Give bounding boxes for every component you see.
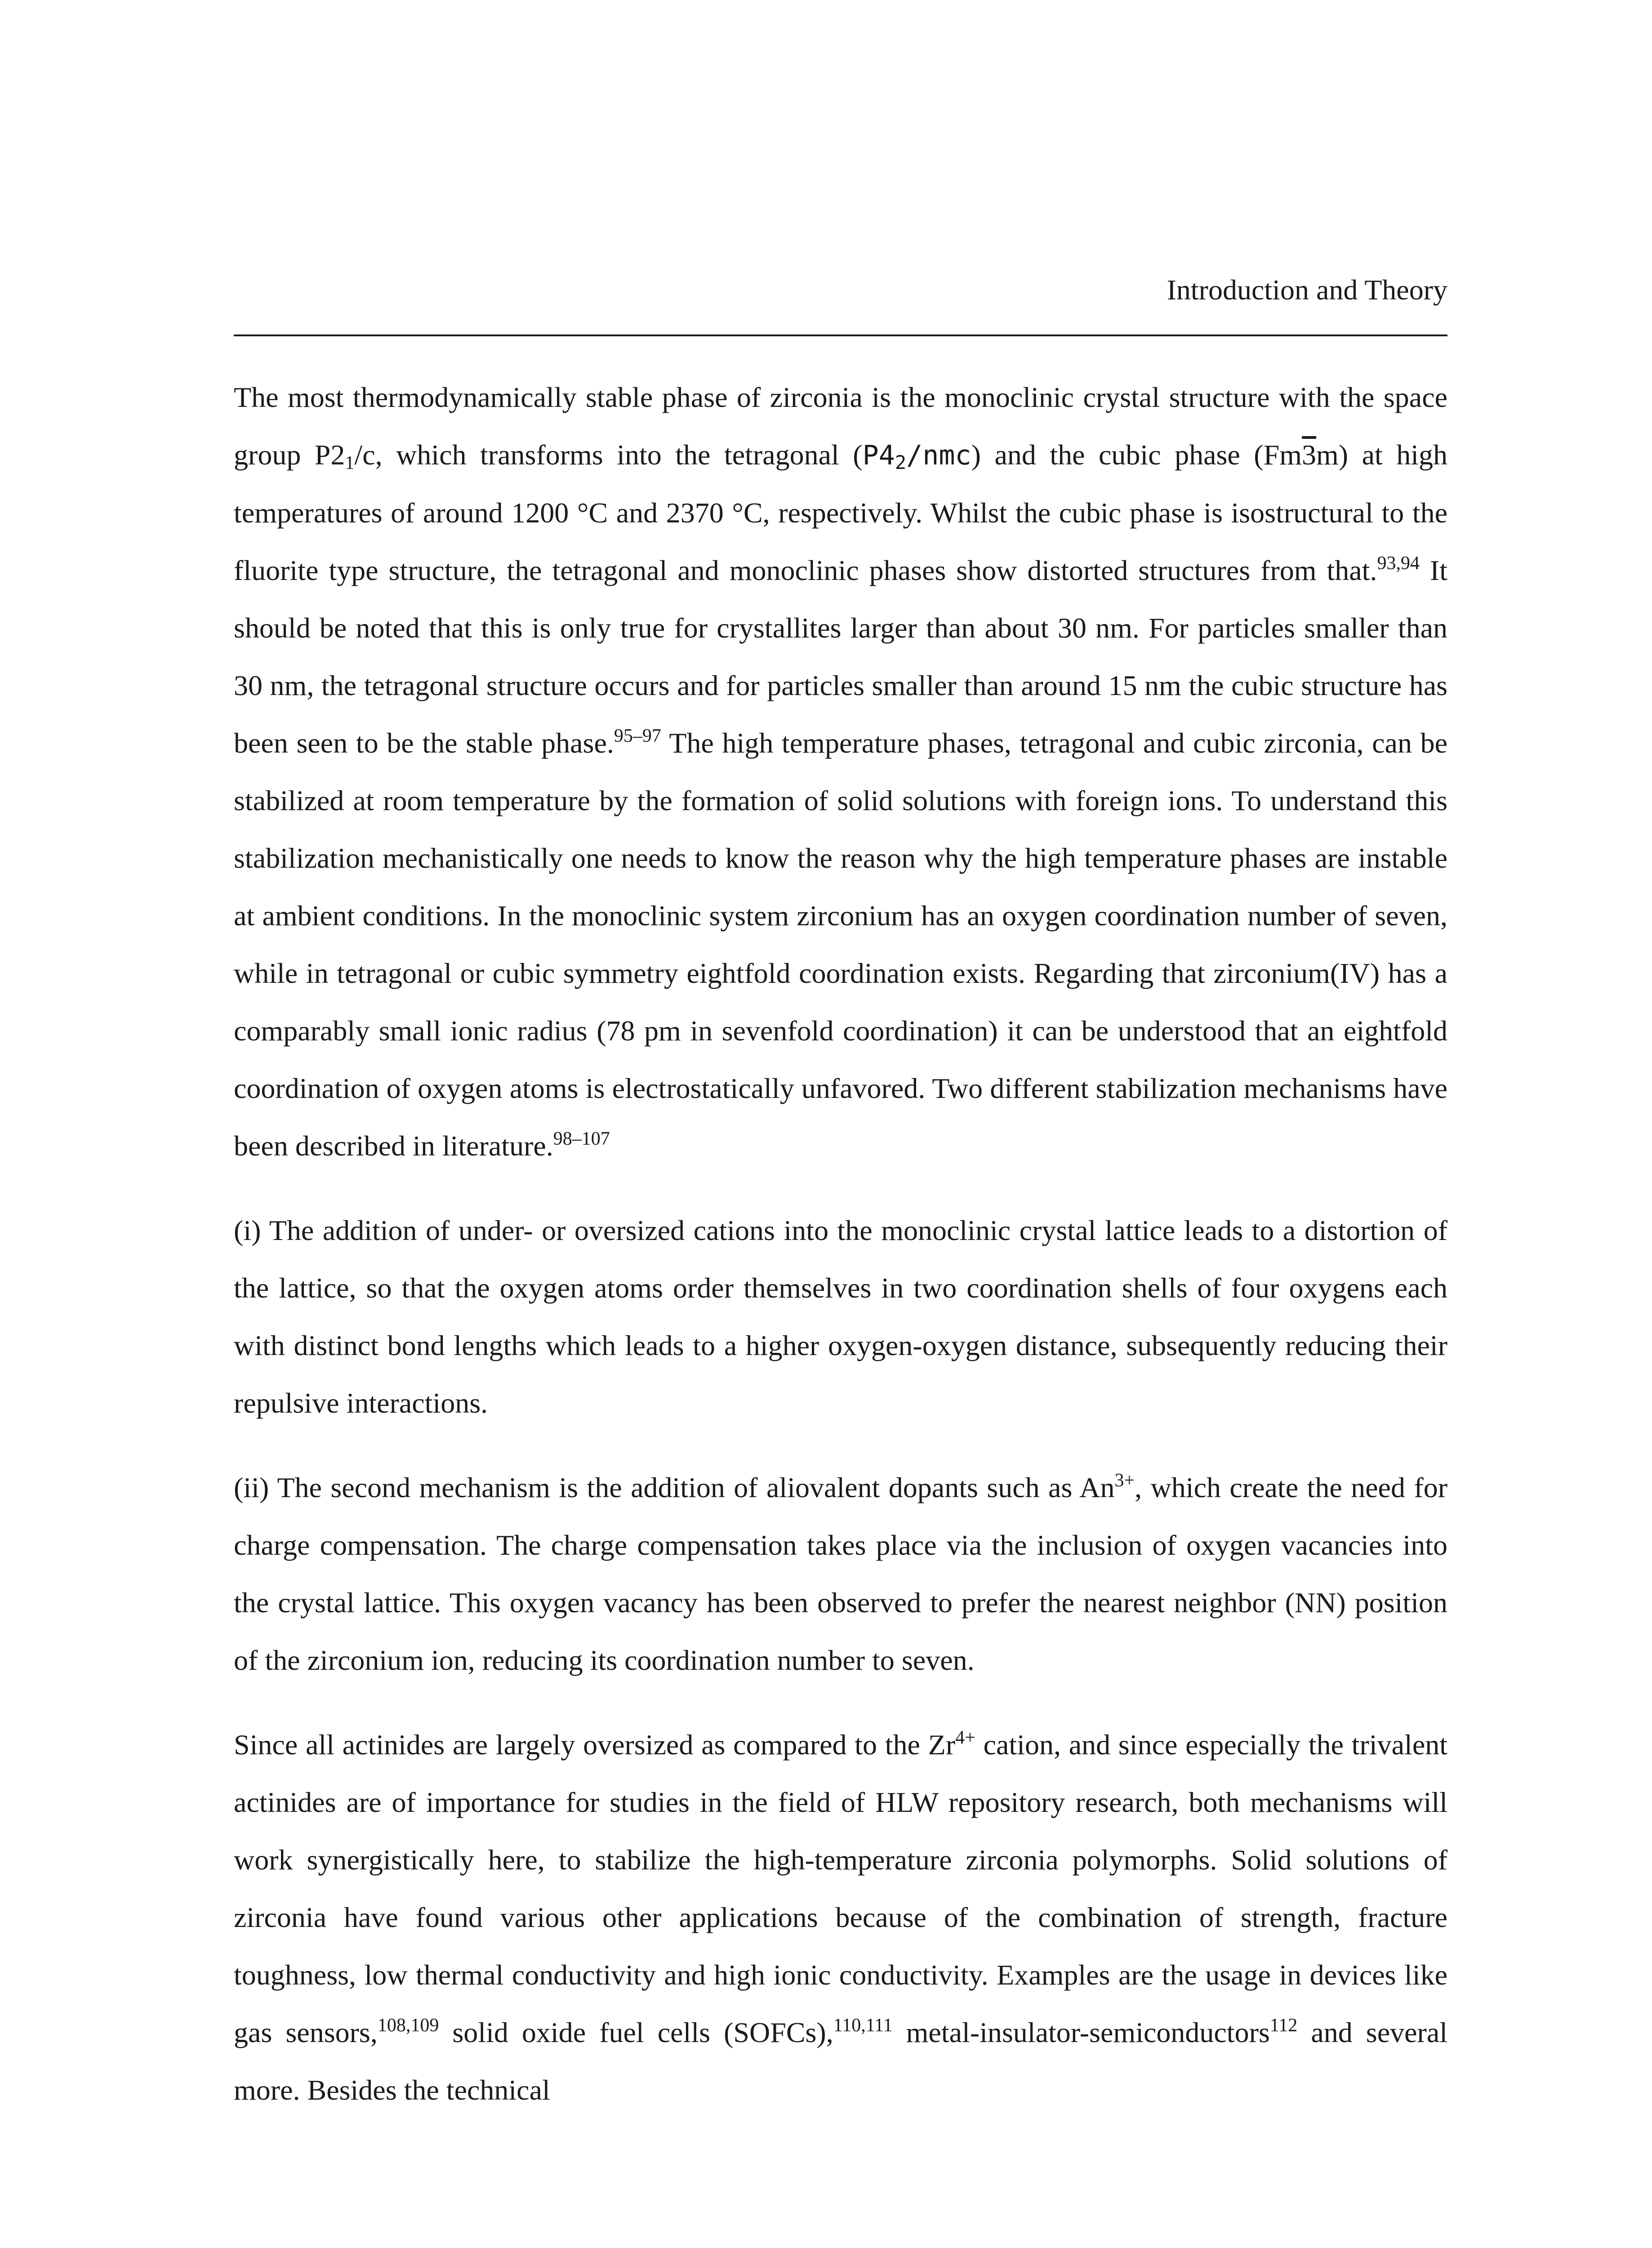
text-run: (ii) The second mechanism is the addition of aliovalent dopants such as An: [234, 1472, 1115, 1503]
text-run: cation, and since especially the trivalent actinides are of importance for studies in the field of HLW repository research, both mechanisms will work synergistically here, to stabilize the high-temperature zirconia polymorphs. Solid solutions of zirconia have found various other applications because of the combination of strength, fracture toughness, low thermal conductivity and high ionic conductivity. Examples are the usage in devices like gas sensors,: [234, 1729, 1448, 2048]
charge-superscript: 4+: [955, 1727, 975, 1748]
paragraph-zirconia-phases: [234, 369, 1447, 1175]
text-run: The high temperature phases, tetragonal and cubic zirconia, can be stabilized at room temperature by the formation of solid solutions with foreign ions. To understand this stabilization mechanistically one needs to know the reason why the high temperature phases are instable at ambient conditions. In the monoclinic system zirconium has an oxygen coordination number of seven, while in tetragonal or cubic symmetry eightfold coordination exists. Regarding that zirconium(IV) has a comparably small ionic radius (78 pm in sevenfold coordination) it can be understood that an eightfold coordination of oxygen atoms is electrostatically unfavored. Two different stabilization mechanisms have been described in literature.: [234, 727, 1448, 1162]
paragraph-mechanism-ii: [234, 1459, 1447, 1689]
text-run: It should be noted that this is only true for crystallites larger than about 30 nm. For particles smaller than 30 nm, the tetragonal structure occurs and for particles smaller than around 15 nm the cubic structure has been seen to be the stable phase.: [234, 554, 1448, 759]
citation-superscript: 98–107: [553, 1128, 610, 1149]
running-header: Introduction and Theory: [1167, 274, 1447, 306]
citation-superscript: 112: [1269, 2015, 1298, 2036]
citation-superscript: 95–97: [614, 726, 661, 746]
body-text: [234, 369, 1447, 2146]
citation-superscript: 108,109: [377, 2015, 439, 2036]
text-run: /c, which transforms into the tetragonal (: [354, 439, 863, 471]
text-run: Since all actinides are largely oversized as compared to the Zr: [234, 1729, 956, 1761]
text-run: solid oxide fuel cells (SOFCs),: [439, 2016, 833, 2048]
paragraph-mechanism-i: (i) The addition of under- or oversized cations into the monoclinic crystal lattice leads to a distortion of the lattice, so that the oxygen atoms order themselves in two coordination shells of four oxygens each with distinct bond lengths which leads to a higher oxygen-oxygen distance, subsequently reducing their repulsive interactions.: [234, 1214, 1447, 1419]
space-group-tetragonal: $P4_2$/nmc: [862, 440, 971, 473]
subscript: 1: [345, 453, 355, 473]
citation-superscript: 110,111: [833, 2015, 893, 2036]
paragraph-actinides: [234, 1716, 1447, 2119]
charge-superscript: 3+: [1114, 1470, 1135, 1491]
text-run: , which create the need for charge compensation. The charge compensation takes place via the inclusion of oxygen vacancies into the crystal lattice. This oxygen vacancy has been observed to prefer the nearest neighbor (NN) position of the zirconium ion, reducing its coordination number to seven.: [234, 1472, 1448, 1676]
text-run: metal-insulator-semiconductors: [892, 2016, 1270, 2048]
citation-superscript: 93,94: [1377, 553, 1420, 574]
text-run: ) at high temperatures of around 1200 °C and 2370 °C, respectively. Whilst the cubic phase is isostructural to the fluorite type structure, the tetragonal and monoclinic phases show distorted structures from that.: [234, 439, 1448, 586]
overbar-digit: 3: [1302, 439, 1316, 471]
header-rule: [234, 335, 1447, 336]
text-run: The most thermodynamically stable phase of zirconia is the monoclinic crystal structure with the space group P2: [234, 381, 1447, 471]
text-run: and several more. Besides the technical: [234, 2016, 1448, 2106]
subscript: 2: [895, 451, 907, 473]
text-run: ) and the cubic phase (: [971, 439, 1264, 471]
space-group-cubic: Fm3m: [1263, 439, 1339, 471]
